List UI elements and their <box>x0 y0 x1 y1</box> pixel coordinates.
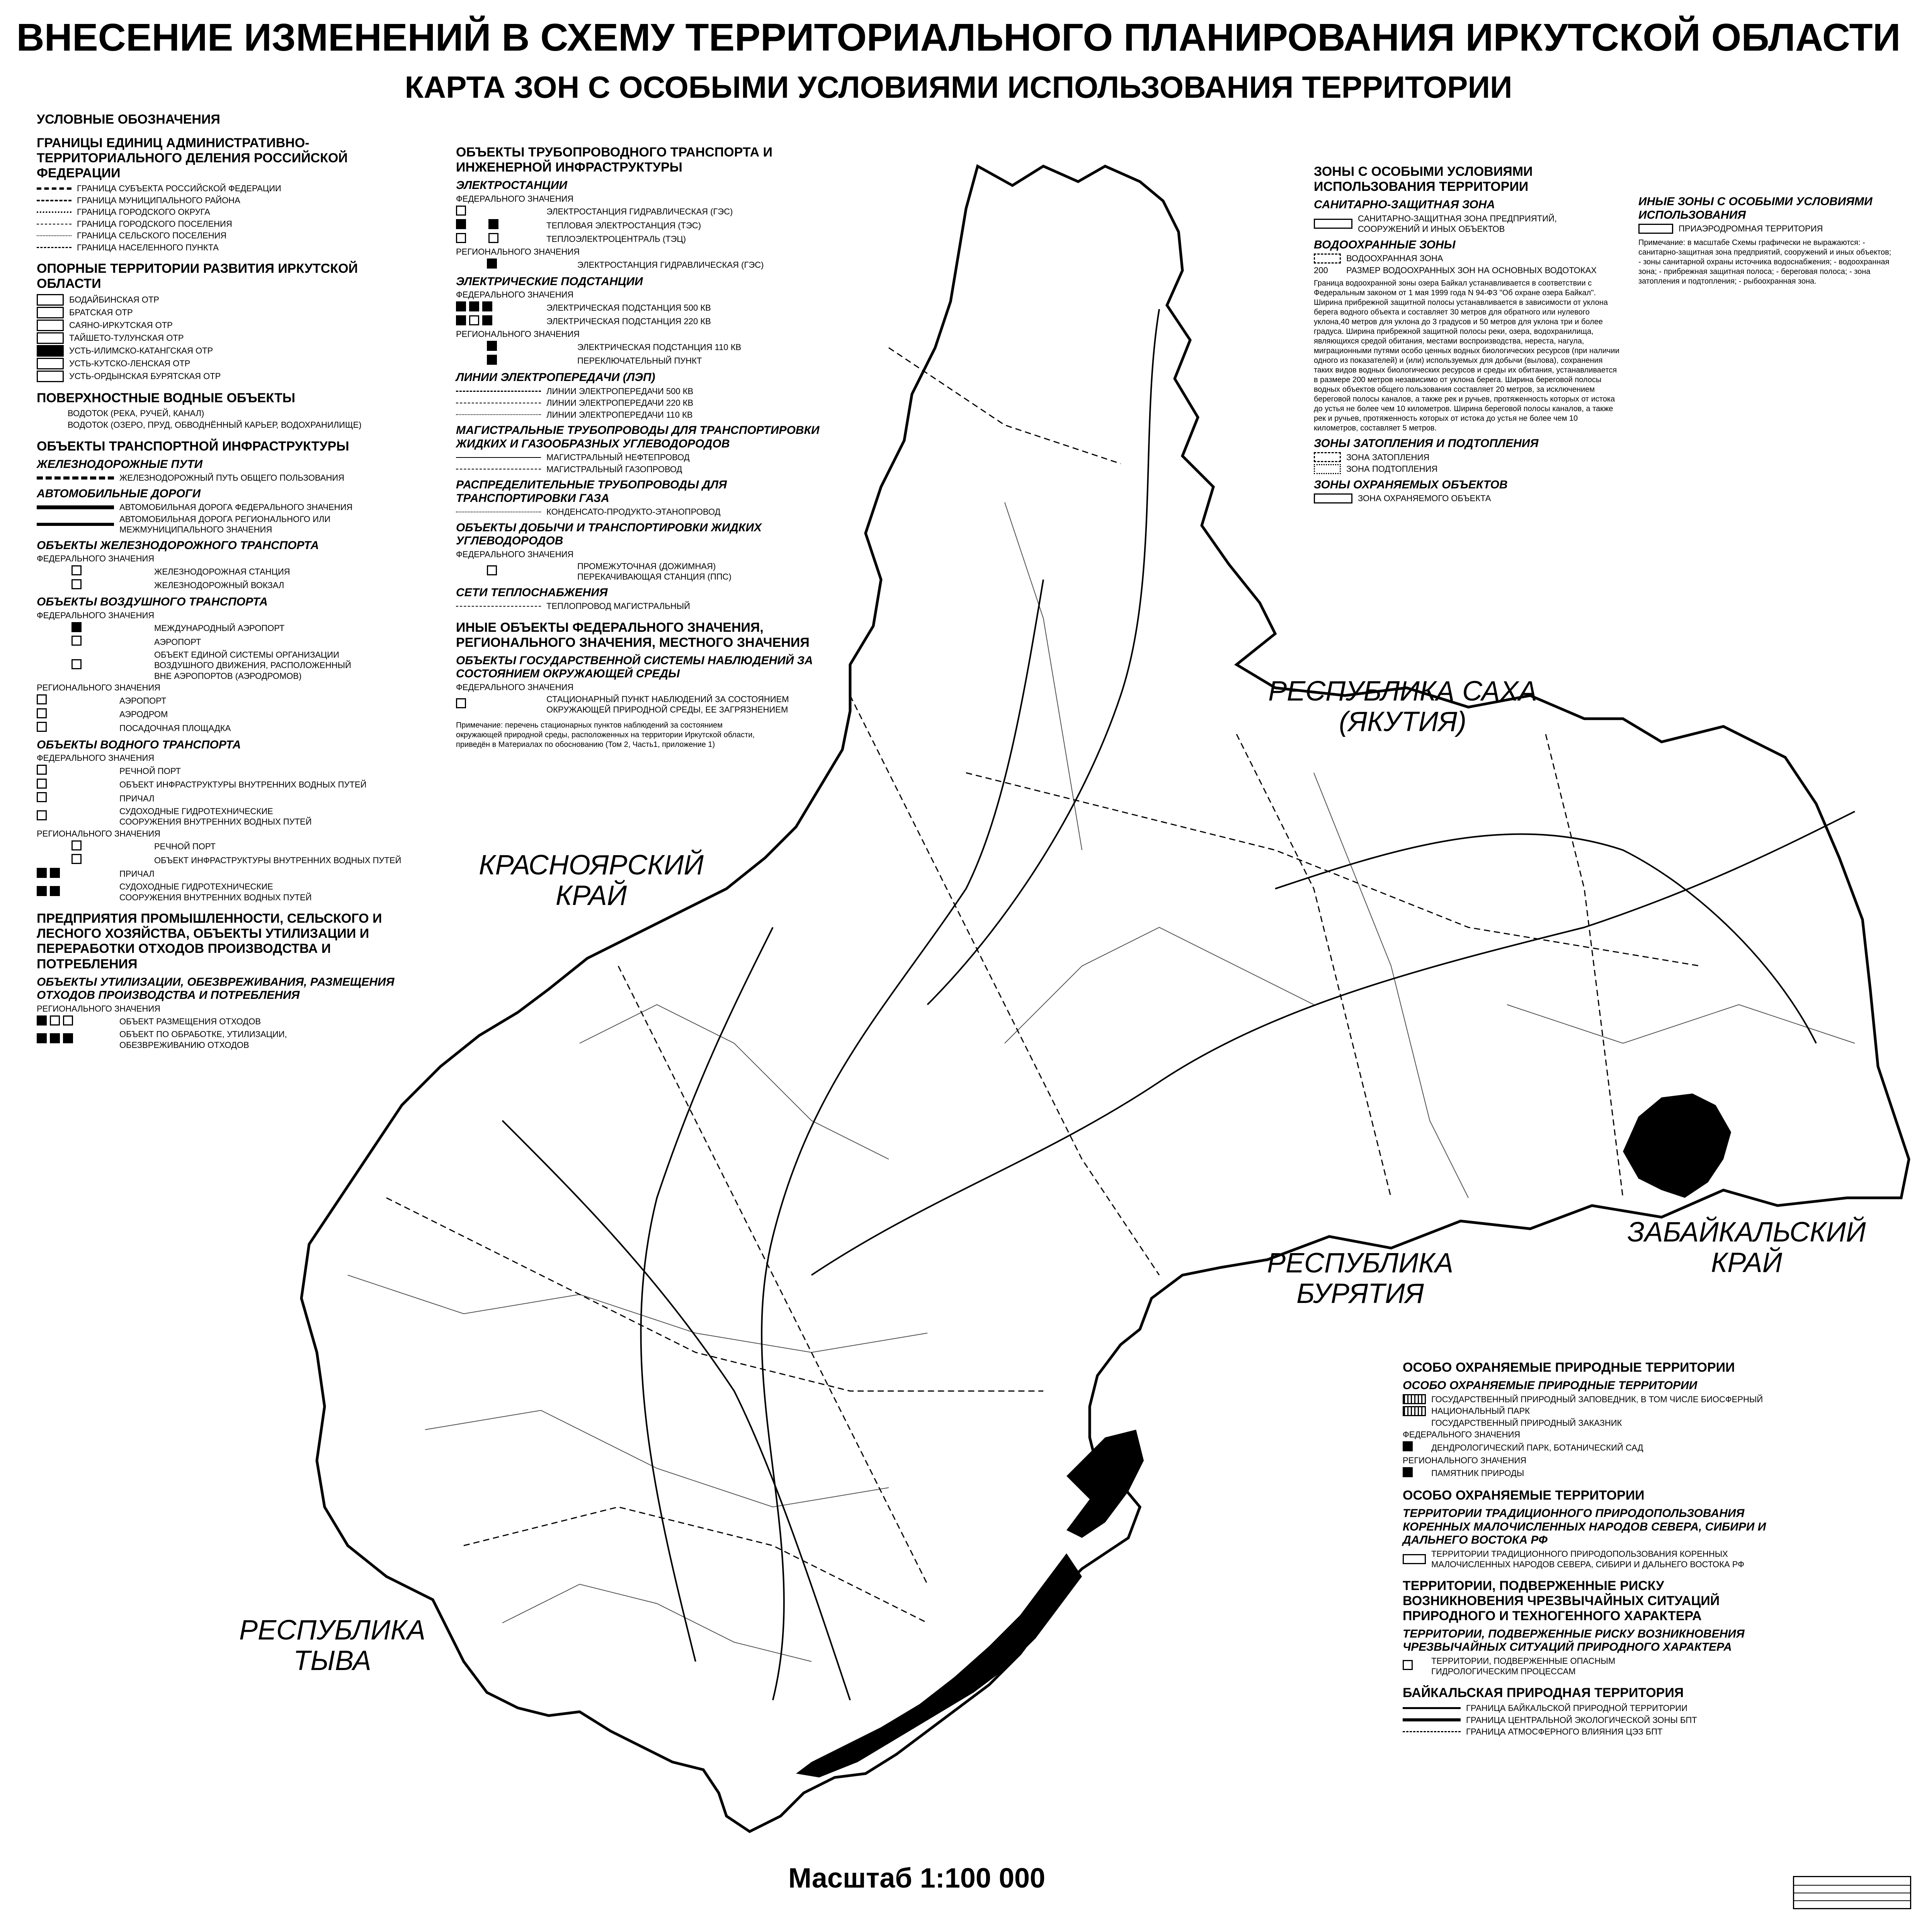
legend-item-label: ВОДООХРАННАЯ ЗОНА <box>1346 253 1443 264</box>
region-label-tyva <box>216 1615 448 1676</box>
significance-label: РЕГИОНАЛЬНОГО ЗНАЧЕНИЯ <box>1403 1455 1527 1465</box>
hydraulic-structure-icon <box>37 810 114 823</box>
legend-item <box>456 301 842 314</box>
legend-item-label: РЕЧНОЙ ПОРТ <box>119 766 181 776</box>
legend-item <box>37 358 423 369</box>
legend-item-label: ПАМЯТНИК ПРИРОДЫ <box>1431 1468 1524 1478</box>
legend-item-label: ЭЛЕКТРОСТАНЦИЯ ГИДРАВЛИЧЕСКАЯ (ГЭС) <box>546 207 733 217</box>
legend-section-title: БАЙКАЛЬСКАЯ ПРИРОДНАЯ ТЕРРИТОРИЯ <box>1403 1685 1684 1700</box>
legend-item <box>1403 1441 1781 1454</box>
legend-subsection-title: ОБЪЕКТЫ ВОДНОГО ТРАНСПОРТА <box>37 738 241 751</box>
legend-item-label: РЕЧНОЙ ПОРТ <box>154 842 216 852</box>
legend-item-label: СТАЦИОНАРНЫЙ ПУНКТ НАБЛЮДЕНИЙ ЗА СОСТОЯНИЕМ ОКРУЖАЮЩЕЙ ПРИРОДНОЙ СРЕДЫ, ЕЕ ЗАГРЯЗНЕНИЕМ <box>546 694 789 715</box>
legend-item <box>37 1029 423 1050</box>
legend-item-label: АВТОМОБИЛЬНАЯ ДОРОГА РЕГИОНАЛЬНОГО ИЛИ МЕЖМУНИЦИПАЛЬНОГО ЗНАЧЕНИЯ <box>119 514 331 535</box>
legend-item <box>37 320 423 331</box>
legend-item <box>456 259 842 271</box>
legend-item-label: ЛИНИИ ЭЛЕКТРОПЕРЕДАЧИ 500 КВ <box>546 386 694 396</box>
legend-item <box>37 868 423 881</box>
legend-section-title: ОПОРНЫЕ ТЕРРИТОРИИ РАЗВИТИЯ ИРКУТСКОЙ ОБЛАСТИ <box>37 261 358 291</box>
legend-item-label: ПОСАДОЧНАЯ ПЛОЩАДКА <box>119 723 231 733</box>
legend-item-label: ВОДОТОК (РЕКА, РУЧЕЙ, КАНАЛ) <box>68 408 204 418</box>
legend-item-label: САНИТАРНО-ЗАЩИТНАЯ ЗОНА ПРЕДПРИЯТИЙ, СООРУЖЕНИЙ И ИНЫХ ОБЪЕКТОВ <box>1358 213 1557 234</box>
legend-section-title: ОБЪЕКТЫ ТРАНСПОРТНОЙ ИНФРАСТРУКТУРЫ <box>37 439 349 454</box>
legend-item-label: АЭРОПОРТ <box>154 637 201 647</box>
station-icon <box>37 579 149 592</box>
legend-item <box>456 398 842 408</box>
significance-label: РЕГИОНАЛЬНОГО ЗНАЧЕНИЯ <box>456 247 580 257</box>
legend-item-label: УСТЬ-ИЛИМСКО-КАТАНГСКАЯ ОТР <box>69 345 213 355</box>
legend-item-label: МЕЖДУНАРОДНЫЙ АЭРОПОРТ <box>154 623 285 633</box>
area-symbol <box>37 371 64 382</box>
legend-item <box>456 341 842 354</box>
legend-item-label: МАГИСТРАЛЬНЫЙ ГАЗОПРОВОД <box>546 464 682 474</box>
legend-note: Примечание: в масштабе Схемы графически не выражаются: - санитарно-защитная зона предприятий, сооружений и иных объектов; - зоны санитарной охраны источника водоснабжения; - водоохранная зона; - прибрежная защитная полоса; - береговая полоса; - зона затопления и подтопления; - рыбоохранная зона. <box>1638 238 1891 286</box>
legend-item <box>37 514 423 535</box>
legend-item <box>37 854 423 867</box>
border-symbol <box>37 247 71 248</box>
legend-subsection-title: ИНЫЕ ЗОНЫ С ОСОБЫМИ УСЛОВИЯМИ ИСПОЛЬЗОВАНИЯ <box>1638 195 1873 221</box>
legend-item-label: ЭЛЕКТРИЧЕСКАЯ ПОДСТАНЦИЯ 500 КВ <box>546 303 711 313</box>
legend-subsection-title: ОБЪЕКТЫ ЖЕЛЕЗНОДОРОЖНОГО ТРАНСПОРТА <box>37 539 319 552</box>
legend-column-4 <box>1638 195 1901 286</box>
thermal-plant-icon <box>456 219 541 232</box>
title-block-stamp <box>1793 1876 1911 1909</box>
legend-item <box>456 386 842 397</box>
pier-icon <box>37 868 114 881</box>
chp-plant-icon <box>456 233 541 246</box>
legend-item <box>37 294 423 306</box>
region-label-line: КРАЙ <box>555 880 627 912</box>
legend-item <box>37 792 423 805</box>
legend-item <box>456 464 842 475</box>
power-line-symbol <box>456 414 541 415</box>
area-symbol <box>37 358 64 369</box>
legend-item-label: УСТЬ-КУТСКО-ЛЕНСКАЯ ОТР <box>69 358 191 368</box>
legend-subsection-title: РАСПРЕДЕЛИТЕЛЬНЫЕ ТРУБОПРОВОДЫ ДЛЯ ТРАНСПОРТИРОВКИ ГАЗА <box>456 478 727 505</box>
significance-label: ФЕДЕРАЛЬНОГО ЗНАЧЕНИЯ <box>1403 1430 1521 1440</box>
legend-item <box>37 473 423 483</box>
area-symbol <box>37 332 64 344</box>
legend-section-title: ПРЕДПРИЯТИЯ ПРОМЫШЛЕННОСТИ, СЕЛЬСКОГО И ЛЕСНОГО ХОЗЯЙСТВА, ОБЪЕКТЫ УТИЛИЗАЦИИ И ПЕРЕРАБОТКИ ОТХОДОВ ПРОИЗВОДСТВА И ПОТРЕБЛЕНИЯ <box>37 911 382 971</box>
region-label-zabaikal <box>1611 1217 1882 1278</box>
legend-item <box>37 622 423 635</box>
legend-item-label: СУДОХОДНЫЕ ГИДРОТЕХНИЧЕСКИЕ СООРУЖЕНИЯ ВНУТРЕННИХ ВОДНЫХ ПУТЕЙ <box>119 806 312 827</box>
legend-section-title: ОСОБО ОХРАНЯЕМЫЕ ПРИРОДНЫЕ ТЕРРИТОРИИ <box>1403 1360 1735 1375</box>
region-label-line: КРАСНОЯРСКИЙ <box>479 850 704 881</box>
legend-section-title: ИНЫЕ ОБЪЕКТЫ ФЕДЕРАЛЬНОГО ЗНАЧЕНИЯ, РЕГИОНАЛЬНОГО ЗНАЧЕНИЯ, МЕСТНОГО ЗНАЧЕНИЯ <box>456 620 810 650</box>
legend-subsection-title: ОБЪЕКТЫ УТИЛИЗАЦИИ, ОБЕЗВРЕЖИВАНИЯ, РАЗМЕЩЕНИЯ ОТХОДОВ ПРОИЗВОДСТВА И ПОТРЕБЛЕНИЯ <box>37 975 395 1002</box>
legend-item-label: ТЕРРИТОРИИ, ПОДВЕРЖЕННЫЕ ОПАСНЫМ ГИДРОЛОГИЧЕСКИМ ПРОЦЕССАМ <box>1431 1656 1616 1677</box>
national-park-symbol <box>1403 1406 1426 1416</box>
legend-item-label: ЗОНА ОХРАНЯЕМОГО ОБЪЕКТА <box>1358 493 1491 503</box>
hydrological-risk-icon <box>1403 1660 1426 1673</box>
legend-item <box>37 307 423 318</box>
legend-item <box>456 355 842 367</box>
legend-item-label: ОБЪЕКТ ИНФРАСТРУКТУРЫ ВНУТРЕННИХ ВОДНЫХ ПУТЕЙ <box>154 855 401 865</box>
substation-icon <box>456 301 541 314</box>
legend-item-label: ГРАНИЦА БАЙКАЛЬСКОЙ ПРИРОДНОЙ ТЕРРИТОРИИ <box>1466 1703 1687 1713</box>
legend-item <box>1314 452 1631 463</box>
legend-item-label: ГОСУДАРСТВЕННЫЙ ПРИРОДНЫЙ ЗАПОВЕДНИК, В ТОМ ЧИСЛЕ БИОСФЕРНЫЙ <box>1431 1394 1763 1404</box>
area-symbol <box>37 320 64 331</box>
legend-item <box>37 694 423 707</box>
nature-monument-icon <box>1403 1467 1426 1480</box>
significance-label: РЕГИОНАЛЬНОГО ЗНАЧЕНИЯ <box>456 329 580 339</box>
legend-item <box>1403 1549 1781 1570</box>
significance-label: ФЕДЕРАЛЬНОГО ЗНАЧЕНИЯ <box>456 290 574 300</box>
region-label-line: РЕСПУБЛИКА <box>239 1615 426 1646</box>
airport-icon <box>37 694 114 707</box>
legend-item-label: ЭЛЕКТРИЧЕСКАЯ ПОДСТАНЦИЯ 220 КВ <box>546 316 711 327</box>
legend-item <box>37 408 423 419</box>
station-icon <box>37 565 149 578</box>
legend-item <box>456 694 842 715</box>
river-port-icon <box>37 765 114 777</box>
legend-item-label: ГРАНИЦА ГОРОДСКОГО ПОСЕЛЕНИЯ <box>77 219 232 229</box>
legend-item-label: МАГИСТРАЛЬНЫЙ НЕФТЕПРОВОД <box>546 452 690 463</box>
legend-bottom-right <box>1403 1360 1781 1738</box>
legend-item-label: ОБЪЕКТ ИНФРАСТРУКТУРЫ ВНУТРЕННИХ ВОДНЫХ ПУТЕЙ <box>119 780 367 790</box>
aerodrome-zone-symbol <box>1638 224 1673 234</box>
legend-item-label: ПРОМЕЖУТОЧНАЯ (ДОЖИМНАЯ) ПЕРЕКАЧИВАЮЩАЯ СТАНЦИЯ (ППС) <box>577 561 731 582</box>
central-zone-border-symbol <box>1403 1718 1461 1721</box>
legend-item <box>1314 493 1631 504</box>
legend-item-label: ТЕПЛОЭЛЕКТРОЦЕНТРАЛЬ (ТЭЦ) <box>546 234 686 244</box>
map-scale: Масштаб 1:100 000 <box>788 1863 1046 1894</box>
significance-label: ФЕДЕРАЛЬНОГО ЗНАЧЕНИЯ <box>456 194 574 204</box>
legend-item-label: ПРИЧАЛ <box>119 793 155 803</box>
legend-item-label: ЭЛЕКТРИЧЕСКАЯ ПОДСТАНЦИЯ 110 КВ <box>577 342 742 352</box>
atc-object-icon <box>37 659 149 672</box>
legend-item-label: ЖЕЛЕЗНОДОРОЖНЫЙ ВОКЗАЛ <box>154 580 284 590</box>
aerodrome-icon <box>37 708 114 721</box>
legend-item-label: ГРАНИЦА СУБЪЕКТА РОССИЙСКОЙ ФЕДЕРАЦИИ <box>77 184 281 194</box>
region-label-sakha <box>1229 676 1577 737</box>
legend-column-3 <box>1314 164 1631 505</box>
region-label-line: РЕСПУБЛИКА <box>1267 1248 1454 1279</box>
region-label-line: КРАЙ <box>1711 1247 1783 1279</box>
border-symbol <box>37 187 71 190</box>
legend-item-label: ТЕПЛОПРОВОД МАГИСТРАЛЬНЫЙ <box>546 601 690 611</box>
legend-item-label: ОБЪЕКТ ПО ОБРАБОТКЕ, УТИЛИЗАЦИИ, ОБЕЗВРЕЖИВАНИЮ ОТХОДОВ <box>119 1029 287 1050</box>
legend-subsection-title: ВОДООХРАННЫЕ ЗОНЫ <box>1314 238 1456 251</box>
legend-subsection-title: ТЕРРИТОРИИ ТРАДИЦИОННОГО ПРИРОДОПОЛЬЗОВАНИЯ КОРЕННЫХ МАЛОЧИСЛЕННЫХ НАРОДОВ СЕВЕРА, СИБИРИ И ДАЛЬНЕГО ВОСТОКА РФ <box>1403 1507 1766 1547</box>
legend-item <box>37 219 423 230</box>
area-symbol-filled <box>37 345 64 357</box>
legend-item <box>456 452 842 463</box>
legend-item-label: ТЕПЛОВАЯ ЭЛЕКТРОСТАНЦИЯ (ТЭС) <box>546 220 701 230</box>
legend-item-label: АЭРОПОРТ <box>119 696 167 706</box>
significance-label: ФЕДЕРАЛЬНОГО ЗНАЧЕНИЯ <box>456 549 574 559</box>
hydro-plant-icon <box>456 206 541 218</box>
legend-item <box>456 233 842 246</box>
significance-label: РЕГИОНАЛЬНОГО ЗНАЧЕНИЯ <box>37 683 161 693</box>
legend-item-label: ГОСУДАРСТВЕННЫЙ ПРИРОДНЫЙ ЗАКАЗНИК <box>1431 1418 1622 1428</box>
legend-item <box>1403 1406 1781 1417</box>
legend-item <box>37 1015 423 1028</box>
border-symbol <box>37 200 71 201</box>
significance-label: ФЕДЕРАЛЬНОГО ЗНАЧЕНИЯ <box>37 753 155 763</box>
legend-item-label: ДЕНДРОЛОГИЧЕСКИЙ ПАРК, БОТАНИЧЕСКИЙ САД <box>1431 1442 1643 1452</box>
legend-subsection-title: ЭЛЕКТРИЧЕСКИЕ ПОДСТАНЦИИ <box>456 275 643 288</box>
legend-item-label: ГРАНИЦА НАСЕЛЕННОГО ПУНКТА <box>77 242 219 252</box>
road-symbol <box>37 523 114 526</box>
legend-item <box>37 242 423 253</box>
waterway-object-icon <box>37 779 114 791</box>
legend-item-label: ЖЕЛЕЗНОДОРОЖНАЯ СТАНЦИЯ <box>154 566 290 577</box>
legend-item <box>37 708 423 721</box>
legend-item <box>456 206 842 218</box>
legend-item <box>456 219 842 232</box>
legend-item <box>1403 1726 1781 1737</box>
legend-item <box>37 371 423 382</box>
significance-label: ФЕДЕРАЛЬНОГО ЗНАЧЕНИЯ <box>37 610 155 620</box>
legend-item-label: КОНДЕНСАТО-ПРОДУКТО-ЭТАНОПРОВОД <box>546 507 721 517</box>
legend-item-label: САЯНО-ИРКУТСКАЯ ОТР <box>69 320 173 330</box>
legend-item <box>37 806 423 827</box>
legend-subsection-title: ЗОНЫ ОХРАНЯЕМЫХ ОБЪЕКТОВ <box>1314 478 1508 491</box>
legend-item <box>1403 1394 1781 1405</box>
region-label-line: РЕСПУБЛИКА САХА <box>1268 676 1537 707</box>
legend-item <box>37 195 423 206</box>
region-label-krasnoyarsk <box>456 850 726 911</box>
border-symbol <box>37 211 71 213</box>
legend-item-label: ТАЙШЕТО-ТУЛУНСКАЯ ОТР <box>69 333 184 343</box>
oil-pipeline-symbol <box>456 457 541 458</box>
legend-subsection-title: ЖЕЛЕЗНОДОРОЖНЫЕ ПУТИ <box>37 457 203 471</box>
legend-item-label: ГРАНИЦА МУНИЦИПАЛЬНОГО РАЙОНА <box>77 195 240 205</box>
waste-site-icon <box>37 1015 114 1028</box>
legend-item <box>37 650 423 682</box>
airport-icon <box>37 636 149 648</box>
legend-section-title: ГРАНИЦЫ ЕДИНИЦ АДМИНИСТРАТИВНО-ТЕРРИТОРИАЛЬНОГО ДЕЛЕНИЯ РОССИЙСКОЙ ФЕДЕРАЦИИ <box>37 136 348 181</box>
significance-label: РЕГИОНАЛЬНОГО ЗНАЧЕНИЯ <box>37 828 161 838</box>
region-label-line: ЗАБАЙКАЛЬСКИЙ <box>1627 1217 1866 1248</box>
legend-item-label: ПРИЧАЛ <box>119 869 155 879</box>
legend-note: Граница водоохранной зоны озера Байкал устанавливается в соответствии с Федеральным законом от 1 мая 1999 года N 94-ФЗ "Об охране озера Байкал". Ширина прибрежной защитной полосы устанавливается в зависимости от уклона берега водного объекта и составляет 30 метров для обратного или нулевого уклона,40 метров для уклона до 3 градусов и 50 метров для уклона три и более градуса. Ширина прибрежной защитной полосы реки, озера, водохранилища, являющихся средой обитания, местами воспроизводства, нереста, нагула, миграционными путями особо ценных водных биологических ресурсов (при наличии одного из показателей) и (или) используемых для добычи (вылова), сохранения таких видов водных биологических ресурсов и среды их обитания, устанавливается в размере 200 метров независимо от уклона берега. Ширина береговой полосы водных объектов общего пользования составляет 20 метров, за исключением береговой полосы каналов, а также рек и ручьев, протяженность которых от истока до устья не более чем 10 километров. Ширина береговой полосы каналов, а также рек и ручьев, протяженность которых от истока до устья не более чем 10 километров, составляет 5 метров. <box>1314 279 1619 433</box>
water-zone-symbol <box>1314 253 1341 264</box>
legend-item <box>1314 213 1631 235</box>
map-title: ВНЕСЕНИЕ ИЗМЕНЕНИЙ В СХЕМУ ТЕРРИТОРИАЛЬНОГО ПЛАНИРОВАНИЯ ИРКУТСКОЙ ОБЛАСТИ <box>16 16 1901 59</box>
legend-column-1 <box>37 112 423 1051</box>
legend-column-2 <box>456 145 842 750</box>
legend-item-label: ЛИНИИ ЭЛЕКТРОПЕРЕДАЧИ 220 КВ <box>546 398 694 408</box>
legend-item <box>1638 223 1901 234</box>
legend-item <box>37 579 423 592</box>
legend-item-label: ЗОНА ПОДТОПЛЕНИЯ <box>1346 464 1438 474</box>
legend-item <box>1403 1467 1781 1480</box>
legend-item <box>37 207 423 218</box>
traditional-land-symbol <box>1403 1554 1426 1564</box>
legend-item <box>456 315 842 328</box>
legend-item-label: РАЗМЕР ВОДООХРАННЫХ ЗОН НА ОСНОВНЫХ ВОДОТОКАХ <box>1346 265 1597 275</box>
legend-item <box>37 765 423 777</box>
legend-section-title: ПОВЕРХНОСТНЫЕ ВОДНЫЕ ОБЪЕКТЫ <box>37 390 295 405</box>
legend-subsection-title: ТЕРРИТОРИИ, ПОДВЕРЖЕННЫЕ РИСКУ ВОЗНИКНОВЕНИЯ ЧРЕЗВЫЧАЙНЫХ СИТУАЦИЙ ПРИРОДНОГО ХАРАКТЕРА <box>1403 1627 1745 1654</box>
power-line-symbol <box>456 391 541 392</box>
legend-item <box>37 840 423 853</box>
legend-item-label: СУДОХОДНЫЕ ГИДРОТЕХНИЧЕСКИЕ СООРУЖЕНИЯ ВНУТРЕННИХ ВОДНЫХ ПУТЕЙ <box>119 882 312 902</box>
legend-subsection-title: ОСОБО ОХРАНЯЕМЫЕ ПРИРОДНЫЕ ТЕРРИТОРИИ <box>1403 1379 1698 1392</box>
legend-item-label: ВОДОТОК (ОЗЕРО, ПРУД, ОБВОДНЁННЫЙ КАРЬЕР, ВОДОХРАНИЛИЩЕ) <box>68 420 362 430</box>
legend-subsection-title: ЛИНИИ ЭЛЕКТРОПЕРЕДАЧИ (ЛЭП) <box>456 371 655 384</box>
road-symbol <box>37 505 114 509</box>
legend-item <box>1314 253 1631 264</box>
legend-item <box>37 722 423 735</box>
legend-subsection-title: АВТОМОБИЛЬНЫЕ ДОРОГИ <box>37 487 201 500</box>
airport-icon <box>37 622 149 635</box>
legend-item <box>37 345 423 357</box>
legend-item-label: ЛИНИИ ЭЛЕКТРОПЕРЕДАЧИ 110 КВ <box>546 410 693 420</box>
pier-icon <box>37 792 114 805</box>
legend-item-label: УСТЬ-ОРДЫНСКАЯ БУРЯТСКАЯ ОТР <box>69 371 221 381</box>
atmospheric-zone-border-symbol <box>1403 1731 1461 1732</box>
region-label-buryatia <box>1244 1248 1476 1309</box>
legend-subsection-title: ЭЛЕКТРОСТАНЦИИ <box>456 179 567 192</box>
legend-header: УСЛОВНЫЕ ОБОЗНАЧЕНИЯ <box>37 112 220 127</box>
legend-subsection-title: ОБЪЕКТЫ ДОБЫЧИ И ТРАНСПОРТИРОВКИ ЖИДКИХ УГЛЕВОДОРОДОВ <box>456 521 762 548</box>
legend-subsection-title: ОБЪЕКТЫ ГОСУДАРСТВЕННОЙ СИСТЕМЫ НАБЛЮДЕНИЙ ЗА СОСТОЯНИЕМ ОКРУЖАЮЩЕЙ СРЕДЫ <box>456 654 813 680</box>
legend-item <box>37 881 423 903</box>
legend-item <box>1314 265 1631 276</box>
significance-label: РЕГИОНАЛЬНОГО ЗНАЧЕНИЯ <box>37 1003 161 1014</box>
heat-main-symbol <box>456 606 541 607</box>
switching-point-icon <box>456 355 572 367</box>
legend-item-label: НАЦИОНАЛЬНЫЙ ПАРК <box>1431 1406 1530 1416</box>
legend-item-label: ОБЪЕКТ РАЗМЕЩЕНИЯ ОТХОДОВ <box>119 1017 261 1027</box>
legend-item <box>1403 1418 1781 1429</box>
waste-processing-icon <box>37 1033 114 1046</box>
area-symbol <box>37 294 64 306</box>
legend-item <box>1403 1656 1781 1677</box>
legend-item-label: ЖЕЛЕЗНОДОРОЖНЫЙ ПУТЬ ОБЩЕГО ПОЛЬЗОВАНИЯ <box>119 473 345 483</box>
legend-item-label: ТЕРРИТОРИИ ТРАДИЦИОННОГО ПРИРОДОПОЛЬЗОВАНИЯ КОРЕННЫХ МАЛОЧИСЛЕННЫХ НАРОДОВ СЕВЕРА, СИБИРИ И ДАЛЬНЕГО ВОСТОКА РФ <box>1431 1549 1744 1570</box>
legend-item <box>37 332 423 344</box>
legend-item-label: ЗОНА ЗАТОПЛЕНИЯ <box>1346 452 1430 462</box>
dendro-park-icon <box>1403 1441 1426 1454</box>
legend-item-label: ГРАНИЦА АТМОСФЕРНОГО ВЛИЯНИЯ ЦЭЗ БПТ <box>1466 1727 1663 1737</box>
substation-icon <box>456 315 541 328</box>
railway-symbol <box>37 476 114 480</box>
legend-item <box>37 502 423 513</box>
legend-item-label: ЭЛЕКТРОСТАНЦИЯ ГИДРАВЛИЧЕСКАЯ (ГЭС) <box>577 260 764 270</box>
hydraulic-structure-icon <box>37 886 114 899</box>
legend-item <box>37 420 423 430</box>
substation-icon <box>456 341 572 354</box>
map-subtitle: КАРТА ЗОН С ОСОБЫМИ УСЛОВИЯМИ ИСПОЛЬЗОВАНИЯ ТЕРРИТОРИИ <box>405 70 1512 104</box>
legend-subsection-title: МАГИСТРАЛЬНЫЕ ТРУБОПРОВОДЫ ДЛЯ ТРАНСПОРТИРОВКИ ЖИДКИХ И ГАЗООБРАЗНЫХ УГЛЕВОДОРОДОВ <box>456 424 820 450</box>
legend-subsection-title: СЕТИ ТЕПЛОСНАБЖЕНИЯ <box>456 586 608 599</box>
waterway-object-icon <box>37 854 149 867</box>
legend-item <box>456 410 842 420</box>
zone-filled-northeast <box>1623 1094 1731 1198</box>
legend-item-label: ОБЪЕКТ ЕДИНОЙ СИСТЕМЫ ОРГАНИЗАЦИИ ВОЗДУШНОГО ДВИЖЕНИЯ, РАСПОЛОЖЕННЫЙ ВНЕ АЭРОПОРТОВ (АЭРОДРОМОВ) <box>154 650 351 681</box>
legend-subsection-title: ЗОНЫ ЗАТОПЛЕНИЯ И ПОДТОПЛЕНИЯ <box>1314 437 1539 450</box>
region-label-line: ТЫВА <box>293 1645 371 1677</box>
legend-item <box>1403 1715 1781 1726</box>
legend-section-title: ЗОНЫ С ОСОБЫМИ УСЛОВИЯМИ ИСПОЛЬЗОВАНИЯ ТЕРРИТОРИИ <box>1314 164 1533 194</box>
region-label-line: БУРЯТИЯ <box>1296 1278 1424 1310</box>
legend-item-label: ГРАНИЦА ЦЕНТРАЛЬНОЙ ЭКОЛОГИЧЕСКОЙ ЗОНЫ БПТ <box>1466 1715 1697 1725</box>
hydro-plant-icon <box>456 259 572 271</box>
protected-object-zone-symbol <box>1314 493 1352 503</box>
legend-item-label: ПЕРЕКЛЮЧАТЕЛЬНЫЙ ПУНКТ <box>577 356 702 366</box>
significance-label: ФЕДЕРАЛЬНОГО ЗНАЧЕНИЯ <box>37 554 155 564</box>
legend-item-label: ГРАНИЦА ГОРОДСКОГО ОКРУГА <box>77 207 210 217</box>
legend-subsection-title: ОБЪЕКТЫ ВОЗДУШНОГО ТРАНСПОРТА <box>37 595 268 609</box>
legend-section-title: ТЕРРИТОРИИ, ПОДВЕРЖЕННЫЕ РИСКУ ВОЗНИКНОВЕНИЯ ЧРЕЗВЫЧАЙНЫХ СИТУАЦИЙ ПРИРОДНОГО И ТЕХНОГЕННОГО ХАРАКТЕРА <box>1403 1578 1720 1623</box>
legend-subsection-title: САНИТАРНО-ЗАЩИТНАЯ ЗОНА <box>1314 198 1495 211</box>
pump-station-icon <box>456 565 572 578</box>
reserve-symbol <box>1403 1394 1426 1404</box>
legend-item <box>37 636 423 648</box>
legend-item-label: БРАТСКАЯ ОТР <box>69 307 133 317</box>
legend-item <box>1403 1703 1781 1714</box>
legend-item-label: АЭРОДРОМ <box>119 709 168 719</box>
legend-item <box>456 601 842 612</box>
legend-note: Примечание: перечень стационарных пунктов наблюдений за состоянием окружающей природной среды, расположенных на территории Иркутской области, приведён в Материалах по обоснованию (Том 2, Часть1, приложение 1) <box>456 721 755 749</box>
baikal-territory-border-symbol <box>1403 1707 1461 1709</box>
legend-item <box>37 779 423 791</box>
legend-item <box>1314 464 1631 474</box>
lake-baikal <box>796 1430 1144 1777</box>
legend-item-label: ГРАНИЦА СЕЛЬСКОГО ПОСЕЛЕНИЯ <box>77 231 227 241</box>
legend-item <box>37 230 423 241</box>
legend-item-label: АВТОМОБИЛЬНАЯ ДОРОГА ФЕДЕРАЛЬНОГО ЗНАЧЕНИЯ <box>119 502 353 512</box>
legend-item <box>456 561 842 582</box>
border-symbol <box>37 235 71 236</box>
legend-item <box>37 183 423 194</box>
legend-item <box>456 507 842 517</box>
underflood-zone-symbol <box>1314 464 1341 474</box>
legend-item-label: БОДАЙБИНСКАЯ ОТР <box>69 294 159 304</box>
legend-section-title: ОСОБО ОХРАНЯЕМЫЕ ТЕРРИТОРИИ <box>1403 1488 1645 1503</box>
legend-section-title: ОБЪЕКТЫ ТРУБОПРОВОДНОГО ТРАНСПОРТА И ИНЖЕНЕРНОЙ ИНФРАСТРУКТУРЫ <box>456 145 773 175</box>
significance-label: ФЕДЕРАЛЬНОГО ЗНАЧЕНИЯ <box>456 682 574 692</box>
area-symbol <box>37 307 64 318</box>
legend-item <box>37 565 423 578</box>
region-label-line: (ЯКУТИЯ) <box>1339 706 1467 738</box>
water-zone-size-label: 200 <box>1314 265 1328 275</box>
monitoring-station-icon <box>456 698 541 711</box>
river-port-icon <box>37 840 149 853</box>
legend-item-label: ПРИАЭРОДРОМНАЯ ТЕРРИТОРИЯ <box>1679 224 1823 233</box>
flood-zone-symbol <box>1314 452 1341 462</box>
landing-site-icon <box>37 722 114 735</box>
sanitary-zone-symbol <box>1314 219 1352 229</box>
